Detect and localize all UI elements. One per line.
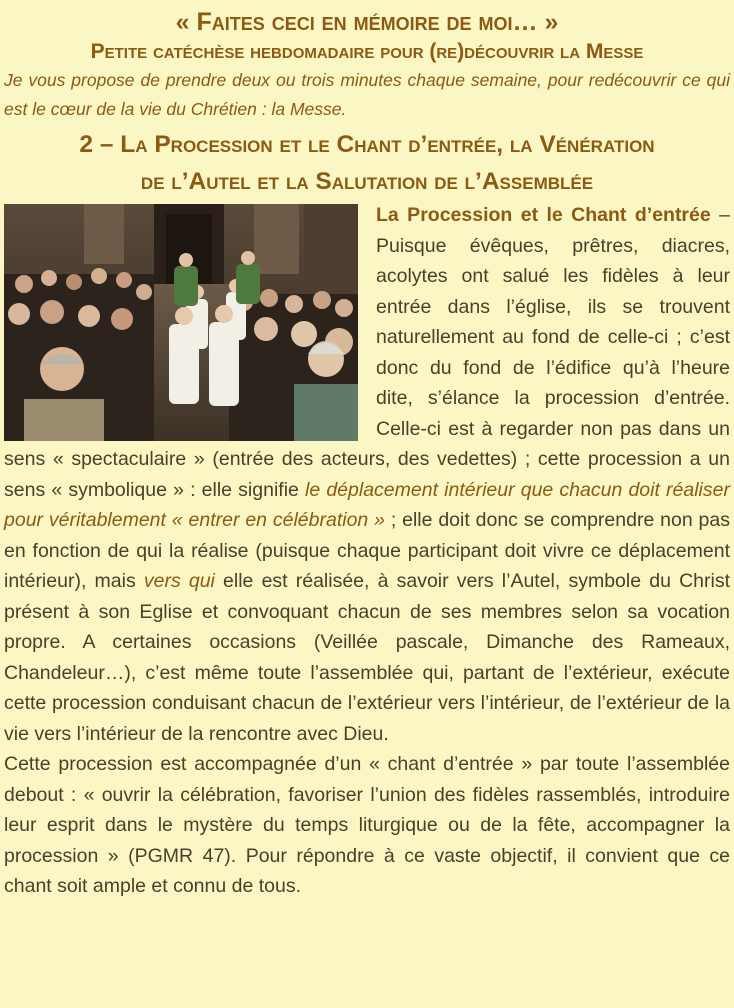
- paragraph-italic-b: vers qui: [143, 570, 215, 592]
- section-title-line1: 2 – La Procession et le Chant d’entrée, la Vénération: [79, 131, 655, 158]
- paragraph-italic-a: le déplacement intérieur que chacun doit réaliser pour véritablement « entrer en célébration »: [4, 478, 730, 531]
- page-subtitle: Petite catéchèse hebdomadaire pour (re)découvrir la Messe: [90, 40, 644, 63]
- paragraph-chant: Cette procession est accompagnée d’un « chant d’entrée » par toute l’assemblée debout : « ouvrir la célébration, favoriser l’union des fidèles rassemblés, introduire leur esprit dans le mystère du temps liturgique ou de la fête, accompagner la procession » (PGMR 47). Pour répondre à ce vaste objectif, il convient que ce chant soit ample et connu de tous.: [4, 753, 730, 897]
- section-title-line2: de l’Autel et la Salutation de l’Assemblée: [140, 168, 594, 195]
- page-title: « Faites ceci en mémoire de moi… »: [175, 8, 559, 36]
- paragraph-text-c: elle est réalisée, à savoir vers l’Autel, symbole du Christ présent à son Eglise et convoquant chacun de ses membres selon sa vocation propre. A certaines occasions (Veillée pascale, Dimanche des Rameaux, Chandeleur…), c’est même toute l’assemblée qui, partant de l’extérieur, exécute cette procession conduisant chacun de l’extérieur vers l’intérieur, de l’extérieur de la vie vers l’intérieur de la rencontre avec Dieu.: [4, 570, 731, 745]
- paragraph-lead: La Procession et le Chant d’entrée: [376, 204, 711, 226]
- procession-photo: [4, 204, 358, 441]
- procession-photo-illustration: [4, 204, 358, 441]
- intro-text: Je vous propose de prendre deux ou trois minutes chaque semaine, pour redécouvrir ce qui est le cœur de la vie du Chrétien : la Messe.: [4, 70, 730, 119]
- paragraph-text-b: ; elle doit donc se comprendre non pas en fonction de qui la réalise (puisque chaque participant doit vivre ce déplacement intérieur), mais: [4, 509, 730, 592]
- section-title: [4, 126, 730, 200]
- paragraph-text-a: – Puisque évêques, prêtres, diacres, acolytes ont salué les fidèles à leur entrée dans l’église, ils se trouvent naturellement au fond de celle-ci ; c’est donc du fond de l’édifice qu’à l’heure dite, s’élance la procession d’entrée. Celle-ci est à regarder non pas dans un sens « spectaculaire » (entrée des acteurs, des vedettes) ; cette procession a un sens « symbolique » : elle signifie: [4, 204, 730, 501]
